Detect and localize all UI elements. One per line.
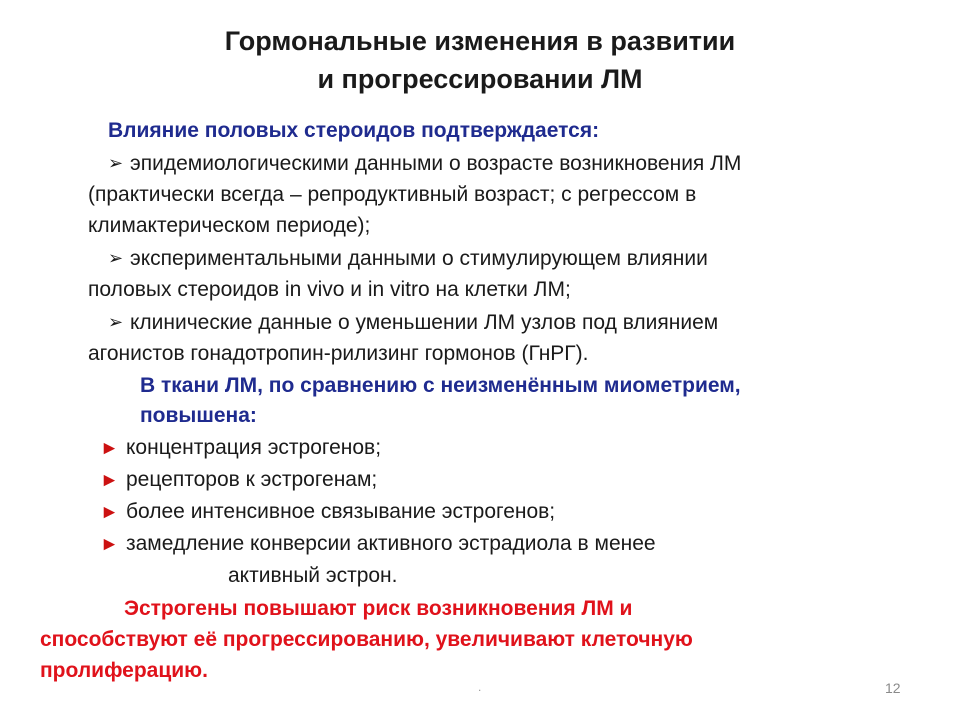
list-item-text: рецепторов к эстрогенам; [126, 468, 378, 491]
list-item-text: замедление конверсии активного эстрадиола в менее [126, 532, 656, 555]
conclusion-line-1: Эстрогены повышают риск возникновения ЛМ и [124, 597, 633, 620]
arrow-chevron-icon: ➢ [108, 248, 124, 268]
slide-title-line-2: и прогрессировании ЛМ [317, 64, 643, 94]
footer-dot: . [478, 680, 482, 694]
triangle-marker-icon: ► [100, 438, 119, 459]
list-item-text: концентрация эстрогенов; [126, 436, 382, 459]
list-item [100, 529, 656, 560]
list-item [100, 465, 377, 496]
section2-heading-line-2: повышена: [140, 404, 257, 427]
bullet-2-line-1 [108, 243, 708, 274]
bullet-3-text-1: клинические данные о уменьшении ЛМ узлов под влиянием [130, 311, 719, 334]
slide-title-line-1: Гормональные изменения в развитии [224, 26, 736, 56]
section2-heading-line-1: В ткани ЛМ, по сравнению с неизменённым миометрием, [140, 374, 741, 397]
slide-title [0, 22, 960, 98]
bullet-1-line-3: климактерическом периоде); [88, 214, 371, 237]
bullet-1-text-1: эпидемиологическими данными о возрасте возникновения ЛМ [130, 152, 742, 175]
arrow-chevron-icon: ➢ [108, 312, 124, 332]
triangle-marker-icon: ► [100, 534, 119, 555]
conclusion-line-2: способствуют её прогрессированию, увеличивают клеточную [40, 628, 693, 651]
triangle-marker-icon: ► [100, 470, 119, 491]
list-item [100, 497, 555, 528]
list-item [100, 433, 381, 464]
bullet-1-line-2: (практически всегда – репродуктивный возраст; с регрессом в [88, 183, 697, 206]
bullet-2-text-1: экспериментальными данными о стимулирующем влиянии [130, 247, 708, 270]
bullet-1-line-1 [108, 148, 741, 179]
bullet-3-line-1 [108, 307, 718, 338]
bullet-2-line-2: половых стероидов in vivo и in vitro на клетки ЛМ; [88, 278, 571, 301]
list-item-continuation: активный эстрон. [228, 564, 398, 587]
section1-heading: Влияние половых стероидов подтверждается: [108, 119, 600, 142]
conclusion-line-3: пролиферацию. [40, 659, 208, 682]
bullet-3-line-2: агонистов гонадотропин-рилизинг гормонов (ГнРГ). [88, 342, 589, 365]
page-number: 12 [885, 680, 901, 696]
arrow-chevron-icon: ➢ [108, 153, 124, 173]
list-item-text: более интенсивное связывание эстрогенов; [126, 500, 556, 523]
triangle-marker-icon: ► [100, 502, 119, 523]
